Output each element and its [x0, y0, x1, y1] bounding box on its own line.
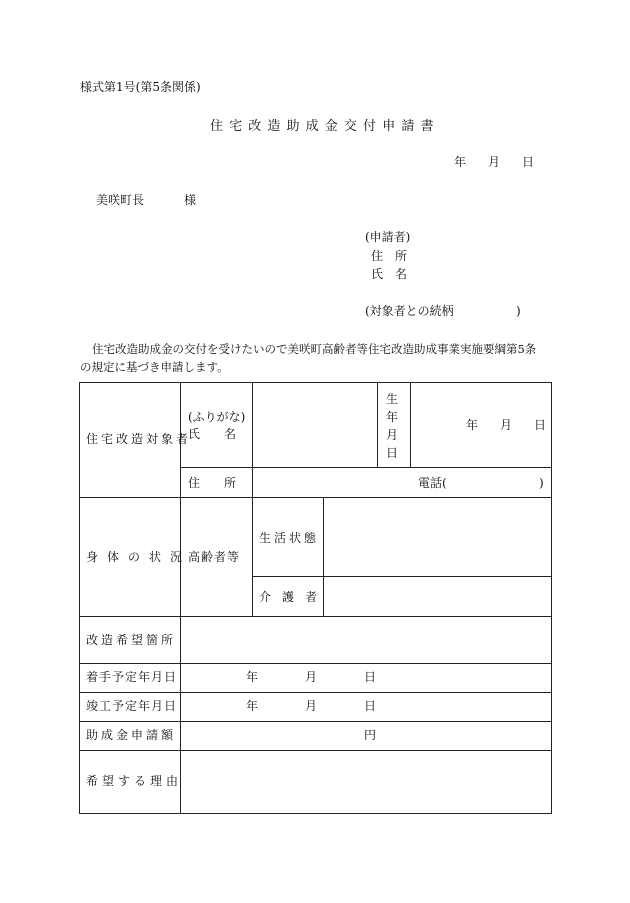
- desired-location-label: 改造希望箇所: [86, 633, 177, 647]
- application-statement-line2: の規定に基づき申請します。: [80, 360, 229, 374]
- desired-location-field[interactable]: [181, 617, 550, 663]
- table-border-bottom: [79, 813, 551, 814]
- yen-unit: 円: [364, 728, 377, 742]
- start-date-label: 着手予定年月日: [86, 670, 178, 684]
- birth-date-field[interactable]: [411, 383, 550, 467]
- start-month: 月: [305, 670, 318, 684]
- reason-field[interactable]: [181, 751, 550, 813]
- birth-month: 月: [500, 418, 513, 432]
- furigana-name-field[interactable]: [253, 383, 376, 467]
- caregiver-field[interactable]: [324, 577, 550, 616]
- start-day: 日: [364, 670, 377, 684]
- birth-date-label: [386, 392, 400, 460]
- body-condition-label: 身体の状況: [86, 550, 192, 564]
- furigana-label: (ふりがな): [188, 410, 246, 424]
- birth-char-2: 年: [386, 410, 399, 424]
- elderly-label: 高齢者等: [188, 550, 241, 564]
- birth-year: 年: [466, 418, 479, 432]
- start-year: 年: [246, 670, 259, 684]
- rule-elderly-column: [252, 497, 253, 617]
- reason-label: 希望する理由: [86, 774, 183, 788]
- completion-date-label: 竣工予定年月日: [86, 699, 178, 713]
- application-statement-line1: 住宅改造助成金の交付を受けたいので美咲町高齢者等住宅改造助成事業実施要綱第5条: [92, 342, 537, 356]
- birth-char-3: 月: [386, 428, 399, 442]
- living-condition-field[interactable]: [324, 498, 550, 576]
- name-label: 氏 名: [188, 427, 237, 441]
- phone-label: 電話(: [418, 476, 447, 490]
- grant-amount-label: 助成金申請額: [86, 728, 177, 742]
- form-number: 様式第1号(第5条関係): [80, 80, 201, 94]
- completion-year: 年: [246, 699, 259, 713]
- phone-field[interactable]: [450, 468, 538, 497]
- completion-month: 月: [305, 699, 318, 713]
- address-label: 住 所: [188, 476, 237, 490]
- applicant-address-label: 住 所: [371, 249, 408, 263]
- table-border-right: [551, 382, 552, 814]
- honorific: 様: [184, 193, 197, 207]
- applicant-heading: (申請者): [365, 230, 411, 244]
- birth-char-4: 日: [386, 446, 399, 460]
- address-field[interactable]: [253, 468, 413, 497]
- phone-close: ): [539, 476, 544, 490]
- completion-day: 日: [364, 699, 377, 713]
- submission-year: 年: [454, 155, 467, 169]
- addressee: 美咲町長: [96, 193, 145, 207]
- rule-birth-left: [377, 382, 378, 468]
- start-date-field[interactable]: [181, 664, 550, 692]
- birth-char-1: 生: [386, 392, 399, 406]
- grant-amount-field[interactable]: [181, 722, 361, 750]
- living-condition-label: 生活状態: [259, 531, 320, 545]
- completion-date-field[interactable]: [181, 693, 550, 721]
- birth-day: 日: [534, 418, 547, 432]
- relation-close: ): [516, 304, 521, 318]
- relation-label: (対象者との続柄: [365, 304, 454, 318]
- target-person-label: 住宅改造対象者: [86, 432, 192, 446]
- document-title: 住 宅 改 造 助 成 金 交 付 申 請 書: [210, 119, 435, 134]
- applicant-name-label: 氏 名: [371, 267, 408, 281]
- caregiver-label: 介護者: [259, 590, 329, 604]
- submission-day: 日: [522, 155, 535, 169]
- submission-month: 月: [488, 155, 501, 169]
